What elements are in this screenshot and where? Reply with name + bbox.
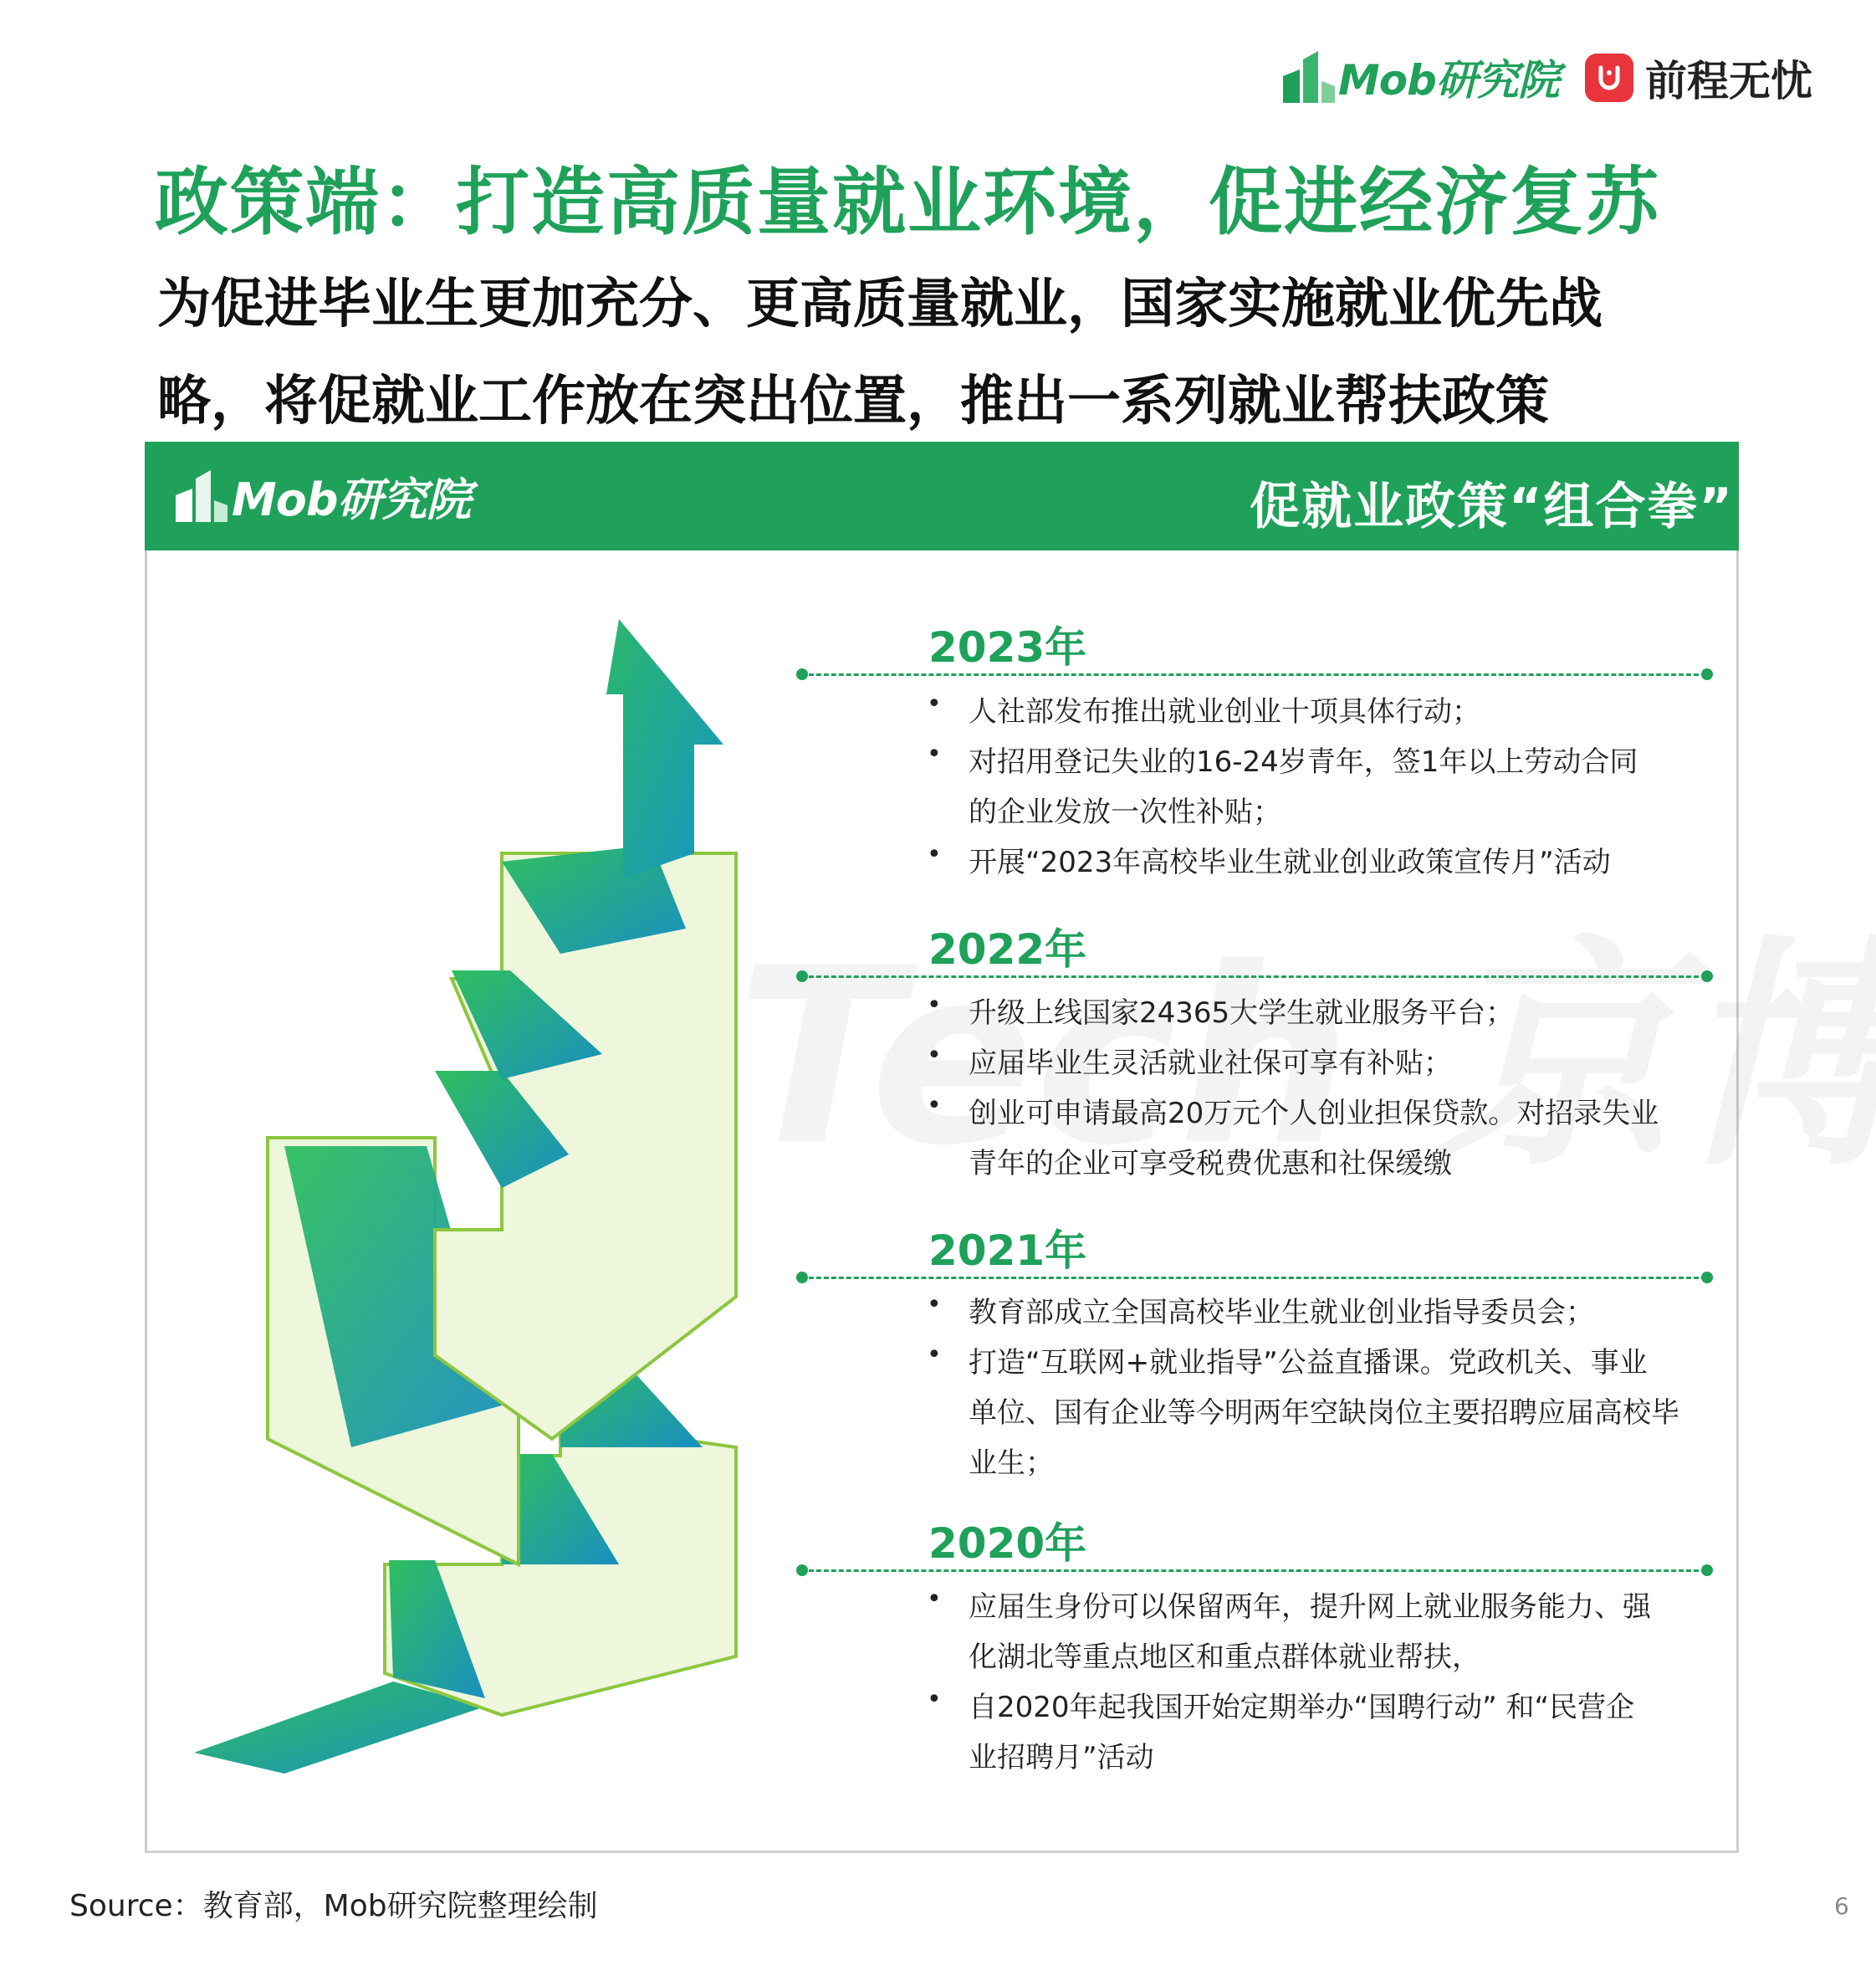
panel-logo-icon: [171, 467, 232, 525]
year-heading-2021: 2021年: [928, 1226, 1087, 1275]
bullet: •: [927, 1041, 942, 1070]
panel-logo-text: Mob研究院: [232, 473, 471, 526]
bullet: •: [927, 1340, 942, 1369]
divider-dot-right: [1701, 1564, 1713, 1576]
mob-logo-text: Mob研究院: [1338, 56, 1559, 105]
policy-line: 业生；: [969, 1446, 1054, 1480]
page-title: 政策端：打造高质量就业环境，促进经济复苏: [155, 159, 1661, 245]
bullet: •: [927, 1584, 942, 1614]
policy-line: 单位、国有企业等今明两年空缺岗位主要招聘应届高校毕: [969, 1396, 1679, 1430]
page-number: 6: [1834, 1892, 1849, 1920]
panel-title: 促就业政策“组合拳”: [1250, 478, 1734, 536]
divider-2020: [801, 1569, 1706, 1572]
policy-line: 开展“2023年高校毕业生就业创业政策宣传月”活动: [969, 846, 1611, 879]
policy-line: 化湖北等重点地区和重点群体就业帮扶，: [969, 1641, 1480, 1674]
mob-logo-icon: [1280, 48, 1338, 106]
divider-2021: [801, 1277, 1706, 1279]
divider-2023: [801, 673, 1706, 676]
year-heading-2020: 2020年: [928, 1519, 1087, 1568]
mob-logo: [1280, 44, 1559, 110]
policy-line: 打造“互联网+就业指导”公益直播课。党政机关、事业: [969, 1346, 1648, 1380]
partner-logo: [1585, 49, 1812, 107]
policy-line: 创业可申请最高20万元个人创业担保贷款。对招录失业: [969, 1097, 1659, 1130]
bullet: •: [927, 1290, 942, 1319]
policy-line: 应届生身份可以保留两年，提升网上就业服务能力、强: [969, 1590, 1651, 1624]
policy-line: 对招用登记失业的16-24岁青年，签1年以上劳动合同: [969, 745, 1638, 779]
policy-line: 业招聘月”活动: [969, 1741, 1154, 1774]
divider-dot-right: [1701, 668, 1713, 680]
divider-dot-right: [1701, 1272, 1713, 1283]
bullet: •: [927, 840, 942, 869]
divider-2022: [801, 975, 1706, 978]
divider-dot-left: [796, 1564, 808, 1576]
policy-line: 自2020年起我国开始定期举办“国聘行动” 和“民营企: [969, 1691, 1635, 1724]
partner-logo-text: 前程无忧: [1645, 57, 1812, 105]
staircase-illustration: [184, 602, 769, 1807]
bullet: •: [927, 689, 942, 719]
subtitle-line-2: 略，将促就业工作放在突出位置，推出一系列就业帮扶政策: [157, 371, 1549, 433]
divider-dot-left: [796, 668, 808, 680]
policy-line: 的企业发放一次性补贴；: [969, 796, 1281, 829]
policy-line: 应届毕业生灵活就业社保可享有补贴；: [969, 1047, 1452, 1080]
bullet: •: [927, 1091, 942, 1120]
divider-dot-left: [796, 970, 808, 982]
panel-logo: [171, 467, 471, 525]
year-heading-2023: 2023年: [928, 623, 1087, 672]
policy-line: 青年的企业可享受税费优惠和社保缓缴: [969, 1147, 1452, 1180]
policy-line: 升级上线国家24365大学生就业服务平台；: [969, 996, 1515, 1030]
bullet: •: [927, 1685, 942, 1714]
divider-dot-left: [796, 1272, 808, 1283]
subtitle-line-1: 为促进毕业生更加充分、更高质量就业，国家实施就业优先战: [157, 274, 1603, 335]
policy-line: 人社部发布推出就业创业十项具体行动；: [969, 695, 1480, 729]
source-note: Source：教育部，Mob研究院整理绘制: [69, 1889, 598, 1923]
year-heading-2022: 2022年: [928, 925, 1087, 974]
partner-logo-icon: [1585, 54, 1633, 102]
bullet: •: [927, 991, 942, 1020]
divider-dot-right: [1701, 970, 1713, 982]
policy-line: 教育部成立全国高校毕业生就业创业指导委员会；: [969, 1296, 1594, 1329]
bullet: •: [927, 740, 942, 769]
